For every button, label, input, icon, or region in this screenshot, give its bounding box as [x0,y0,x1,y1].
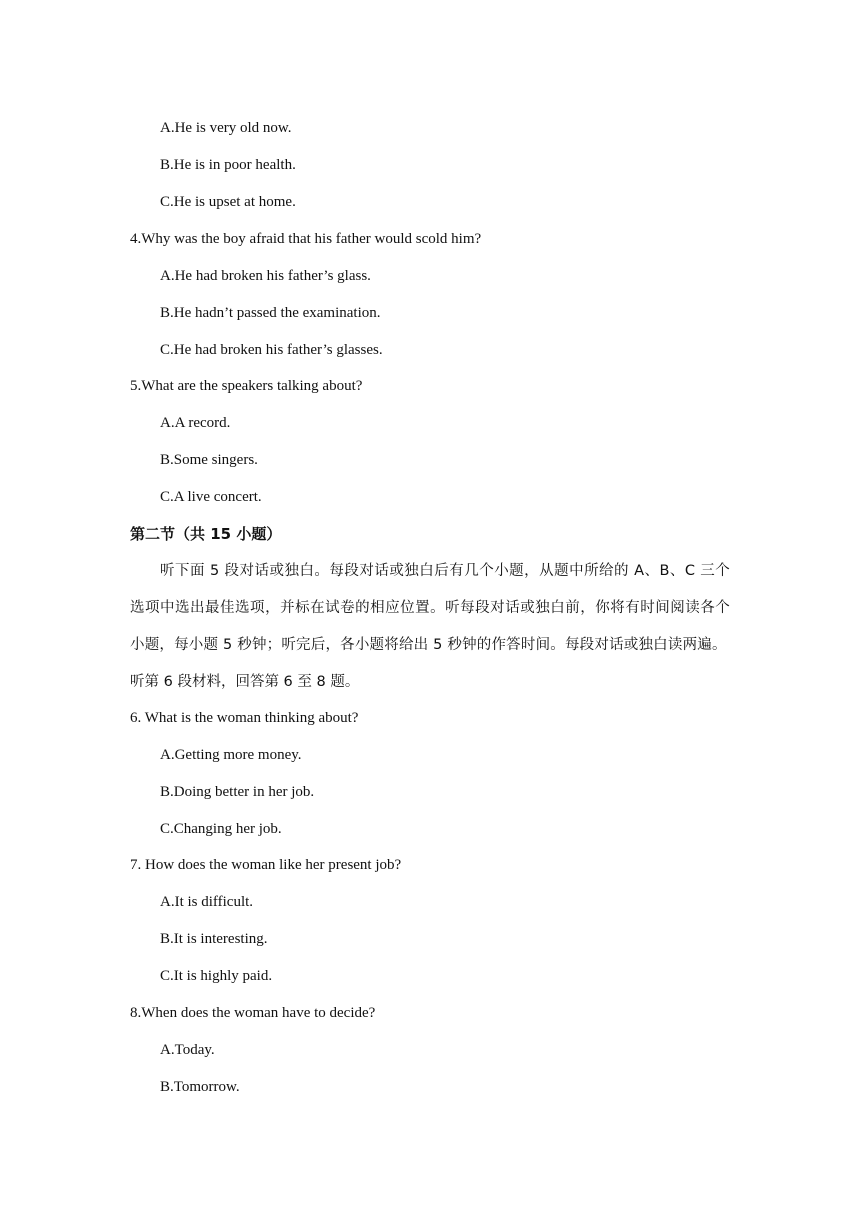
q3-option-b: B.He is in poor health. [160,157,296,173]
q8-option-a: A.Today. [160,1042,215,1058]
section-2-instructions: 听下面 5 段对话或独白。每段对话或独白后有几个小题，从题中所给的 A、B、C 三个选项中选出最佳选项，并标在试卷的相应位置。听每段对话或独白前，你将有时间阅读各个小题，每小题 5 秒钟；听完后，各小题将给出 5 秒钟的作答时间。每段对话或独白读两遍。 [130,563,730,653]
q6-option-b: B.Doing better in her job. [160,784,315,800]
q6-question: 6. What is the woman thinking about? [130,710,359,726]
q7-option-a: A.It is difficult. [160,894,254,910]
q5-option-b: B.Some singers. [160,452,258,468]
q8-question: 8.When does the woman have to decide? [130,1005,376,1021]
q3-option-a: A.He is very old now. [160,120,292,136]
q5-option-a: A.A record. [160,415,231,431]
q7-question: 7. How does the woman like her present job? [130,857,402,873]
q3-option-c: C.He is upset at home. [160,194,296,210]
q4-question: 4.Why was the boy afraid that his father would scold him? [130,231,482,247]
material-note: 听第 6 段材料，回答第 6 至 8 题。 [130,674,360,690]
q8-option-b: B.Tomorrow. [160,1079,240,1095]
q4-option-a: A.He had broken his father’s glass. [160,268,371,284]
section-2-title: 第二节（共 15 小题） [130,525,282,543]
q6-option-c: C.Changing her job. [160,821,282,837]
q4-option-b: B.He hadn’t passed the examination. [160,305,381,321]
q7-option-c: C.It is highly paid. [160,968,273,984]
q5-question: 5.What are the speakers talking about? [130,378,363,394]
q5-option-c: C.A live concert. [160,489,262,505]
q4-option-c: C.He had broken his father’s glasses. [160,342,383,358]
q7-option-b: B.It is interesting. [160,931,268,947]
q6-option-a: A.Getting more money. [160,747,302,763]
